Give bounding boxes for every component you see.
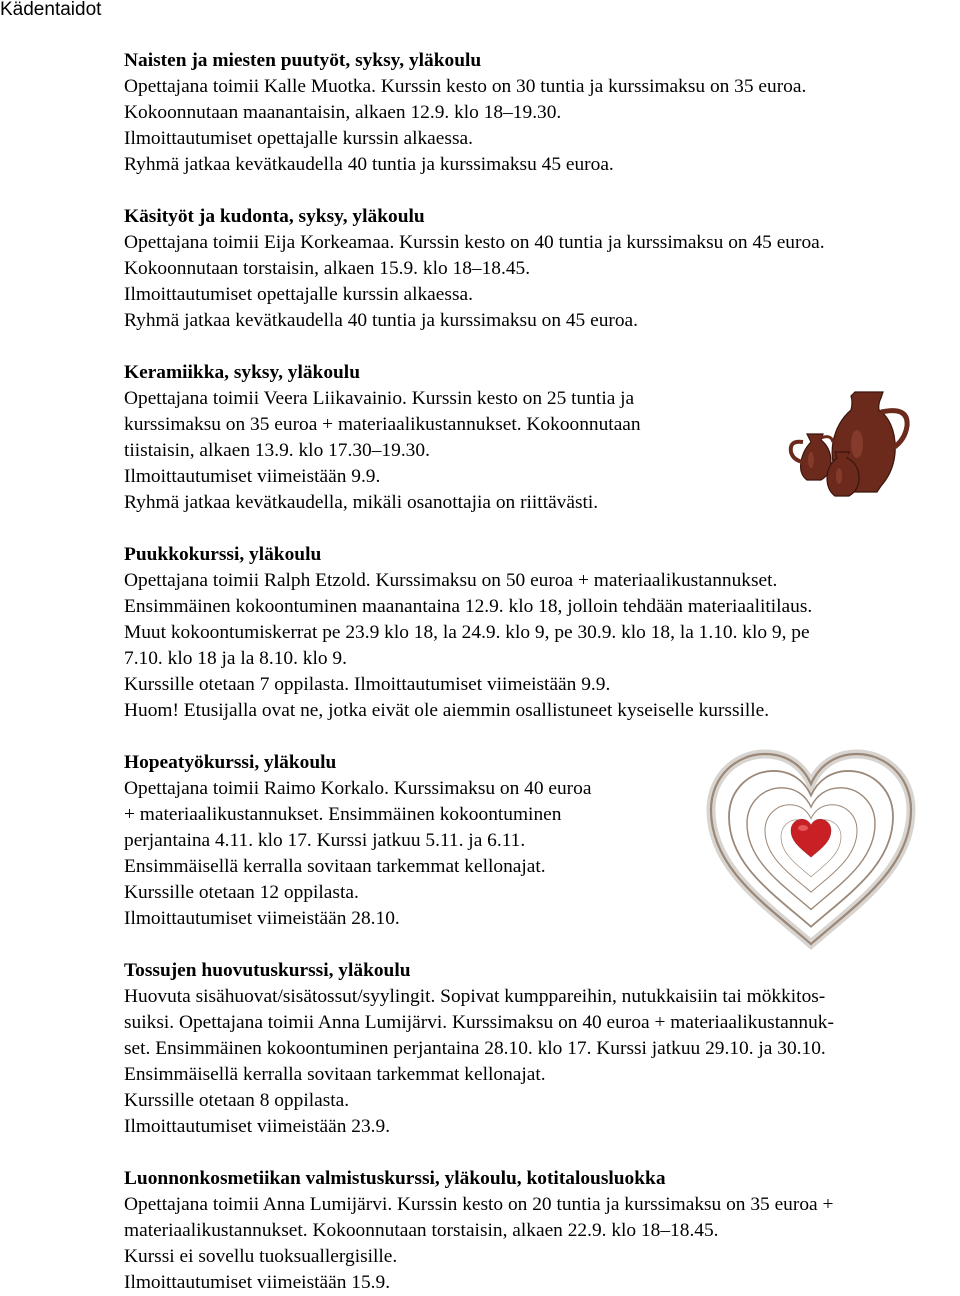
- course-natural-cosmetics: [124, 1166, 960, 1296]
- course-list: [124, 48, 960, 1296]
- course-text-line: Ilmoittautumiset viimeistään 15.9.: [124, 1272, 391, 1293]
- course-handicraft-weaving: [124, 204, 960, 334]
- course-text-line: Ryhmä jatkaa kevätkaudella, mikäli osanottajia on riittävästi.: [124, 492, 599, 513]
- course-text-line: Kurssille otetaan 7 oppilasta. Ilmoittautumiset viimeistään 9.9.: [124, 674, 611, 695]
- course-text-line: Ilmoittautumiset viimeistään 23.9.: [124, 1116, 391, 1137]
- course-text-line: Opettajana toimii Raimo Korkalo. Kurssimaksu on 40 euroa: [124, 778, 592, 799]
- silver-hearts-icon: [705, 748, 917, 954]
- course-text-line: Kokoonnutaan maanantaisin, alkaen 12.9. klo 18–19.30.: [124, 102, 562, 123]
- course-text-line: Ilmoittautumiset opettajalle kurssin alkaessa.: [124, 128, 473, 149]
- course-text-line: Kurssille otetaan 8 oppilasta.: [124, 1090, 350, 1111]
- course-text-line: Ilmoittautumiset viimeistään 9.9.: [124, 466, 381, 487]
- course-text-line: kurssimaksu on 35 euroa + materiaalikustannukset. Kokoonnutaan: [124, 414, 641, 435]
- course-text-line: perjantaina 4.11. klo 17. Kurssi jatkuu 5.11. ja 6.11.: [124, 830, 526, 851]
- course-title: Tossujen huovutuskurssi, yläkoulu: [124, 960, 411, 981]
- course-title: Puukkokurssi, yläkoulu: [124, 544, 322, 565]
- course-text-line: Kokoonnutaan torstaisin, alkaen 15.9. klo 18–18.45.: [124, 258, 531, 279]
- course-text-line: set. Ensimmäinen kokoontuminen perjantaina 28.10. klo 17. Kurssi jatkuu 29.10. ja 30.10.: [124, 1038, 826, 1059]
- course-text-line: 7.10. klo 18 ja la 8.10. klo 9.: [124, 648, 347, 669]
- ceramic-jugs-icon: [785, 388, 913, 500]
- course-knife-making: [124, 542, 960, 724]
- course-title: Naisten ja miesten puutyöt, syksy, yläkoulu: [124, 50, 482, 71]
- course-text-line: Opettajana toimii Veera Liikavainio. Kurssin kesto on 25 tuntia ja: [124, 388, 635, 409]
- course-text-line: materiaalikustannukset. Kokoonnutaan torstaisin, alkaen 22.9. klo 18–18.45.: [124, 1220, 719, 1241]
- red-heart-icon: [791, 819, 831, 857]
- course-text-line: Muut kokoontumiskerrat pe 23.9 klo 18, la 24.9. klo 9, pe 30.9. klo 18, la 1.10. klo 9, pe: [124, 622, 810, 643]
- course-text-line: tiistaisin, alkaen 13.9. klo 17.30–19.30.: [124, 440, 430, 461]
- course-woodwork: [124, 48, 960, 178]
- course-text-line: Kurssi ei sovellu tuoksuallergisille.: [124, 1246, 398, 1267]
- course-text-line: Opettajana toimii Eija Korkeamaa. Kurssin kesto on 40 tuntia ja kurssimaksu on 45 euroa.: [124, 232, 825, 253]
- course-felting: [124, 958, 960, 1140]
- course-title: Keramiikka, syksy, yläkoulu: [124, 362, 360, 383]
- course-text-line: Ilmoittautumiset viimeistään 28.10.: [124, 908, 400, 929]
- course-title: Luonnonkosmetiikan valmistuskurssi, yläkoulu, kotitalousluokka: [124, 1168, 666, 1189]
- course-text-line: Opettajana toimii Anna Lumijärvi. Kurssin kesto on 20 tuntia ja kurssimaksu on 35 euroa +: [124, 1194, 834, 1215]
- course-text-line: Ryhmä jatkaa kevätkaudella 40 tuntia ja kurssimaksu on 45 euroa.: [124, 310, 639, 331]
- course-text-line: suiksi. Opettajana toimii Anna Lumijärvi. Kurssimaksu on 40 euroa + materiaalikustannuk-: [124, 1012, 834, 1033]
- course-text-line: Huom! Etusijalla ovat ne, jotka eivät ole aiemmin osallistuneet kyseiselle kurssille.: [124, 700, 770, 721]
- course-text-line: Opettajana toimii Kalle Muotka. Kurssin kesto on 30 tuntia ja kurssimaksu on 35 euroa.: [124, 76, 807, 97]
- course-title: Käsityöt ja kudonta, syksy, yläkoulu: [124, 206, 425, 227]
- course-text-line: Kurssille otetaan 12 oppilasta.: [124, 882, 359, 903]
- course-text-line: + materiaalikustannukset. Ensimmäinen kokoontuminen: [124, 804, 562, 825]
- course-title: Hopeatyökurssi, yläkoulu: [124, 752, 337, 773]
- course-text-line: Ensimmäisellä kerralla sovitaan tarkemmat kellonajat.: [124, 1064, 546, 1085]
- course-text-line: Ensimmäisellä kerralla sovitaan tarkemmat kellonajat.: [124, 856, 546, 877]
- course-text-line: Ilmoittautumiset opettajalle kurssin alkaessa.: [124, 284, 473, 305]
- course-text-line: Opettajana toimii Ralph Etzold. Kurssimaksu on 50 euroa + materiaalikustannukset.: [124, 570, 778, 591]
- course-text-line: Ensimmäinen kokoontuminen maanantaina 12.9. klo 18, jolloin tehdään materiaalitilaus.: [124, 596, 813, 617]
- course-text-line: Ryhmä jatkaa kevätkaudella 40 tuntia ja kurssimaksu 45 euroa.: [124, 154, 614, 175]
- page-header: Kädentaidot: [0, 0, 102, 20]
- course-text-line: Huovuta sisähuovat/sisätossut/syylingit. Sopivat kumppareihin, nutukkaisiin tai mökkitos-: [124, 986, 826, 1007]
